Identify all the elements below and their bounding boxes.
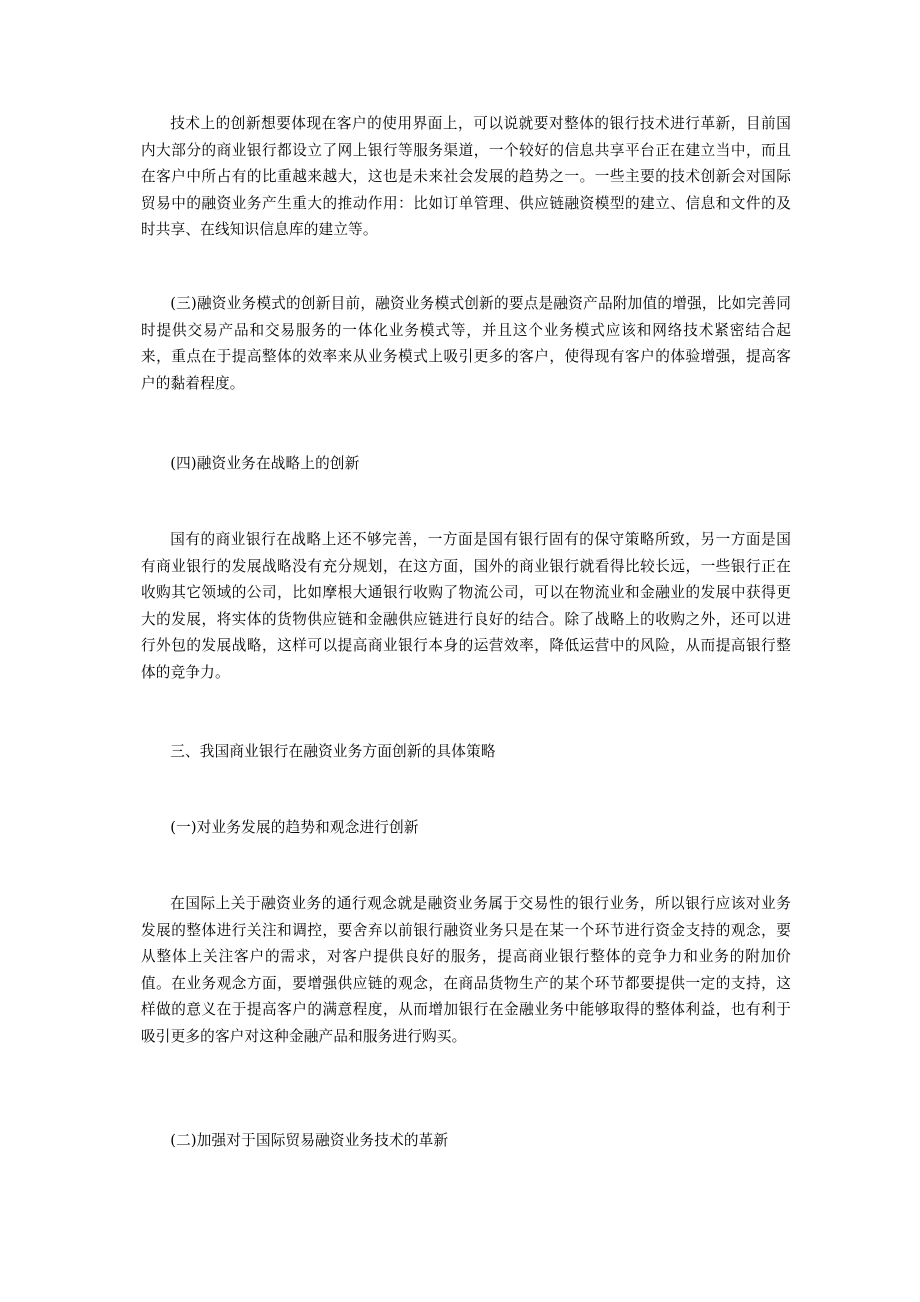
paragraph-trend-concept-innovation: 在国际上关于融资业务的通行观念就是融资业务属于交易性的银行业务，所以银行应该对业务发展的整体进行关注和调控，要舍弃以前银行融资业务只是在某一个环节进行资金支持的观念，要从整体上关注客户的需求，对客户提供良好的服务，提高商业银行整体的竞争力和业务的附加价值。在业务观念方面，要增强供应链的观念，在商品货物生产的某个环节都要提供一定的支持，这样做的意义在于提高客户的满意程度，从而增加银行在金融业务中能够取得的整体利益，也有利于吸引更多的客户对这种金融产品和服务进行购买。 [141,895,791,1045]
heading-trend-concept-innovation: (一)对业务发展的趋势和观念进行创新 [170,819,419,836]
paragraph-tech-innovation: 技术上的创新想要体现在客户的使用界面上，可以说就要对整体的银行技术进行革新，目前国内大部分的商业银行都设立了网上银行等服务渠道，一个较好的信息共享平台正在建立当中，而且在客户中所占有的比重越来越大，这也是未来社会发展的趋势之一。一些主要的技术创新会对国际贸易中的融资业务产生重大的推动作用：比如订单管理、供应链融资模型的建立、信息和文件的及时共享、在线知识信息库的建立等。 [141,115,791,238]
paragraph-business-model-innovation: (三)融资业务模式的创新目前，融资业务模式创新的要点是融资产品附加值的增强，比如完善同时提供交易产品和交易服务的一体化业务模式等，并且这个业务模式应该和网络技术紧密结合起来，重点在于提高整体的效率来从业务模式上吸引更多的客户，使得现有客户的体验增强，提高客户的黏着程度。 [141,295,791,392]
paragraph-strategy-innovation: 国有的商业银行在战略上还不够完善，一方面是国有银行固有的保守策略所致，另一方面是国有商业银行的发展战略没有充分规划，在这方面，国外的商业银行就看得比较长远，一些银行正在收购其它领域的公司，比如摩根大通银行收购了物流公司，可以在物流业和金融业的发展中获得更大的发展，将实体的货物供应链和金融供应链进行良好的结合。除了战略上的收购之外，还可以进行外包的发展战略，这样可以提高商业银行本身的运营效率，降低运营中的风险，从而提高银行整体的竞争力。 [141,531,791,681]
heading-section-three: 三、我国商业银行在融资业务方面创新的具体策略 [170,743,496,760]
heading-strategy-innovation: (四)融资业务在战略上的创新 [170,455,360,472]
heading-financing-tech-reform: (二)加强对于国际贸易融资业务技术的革新 [170,1132,449,1149]
